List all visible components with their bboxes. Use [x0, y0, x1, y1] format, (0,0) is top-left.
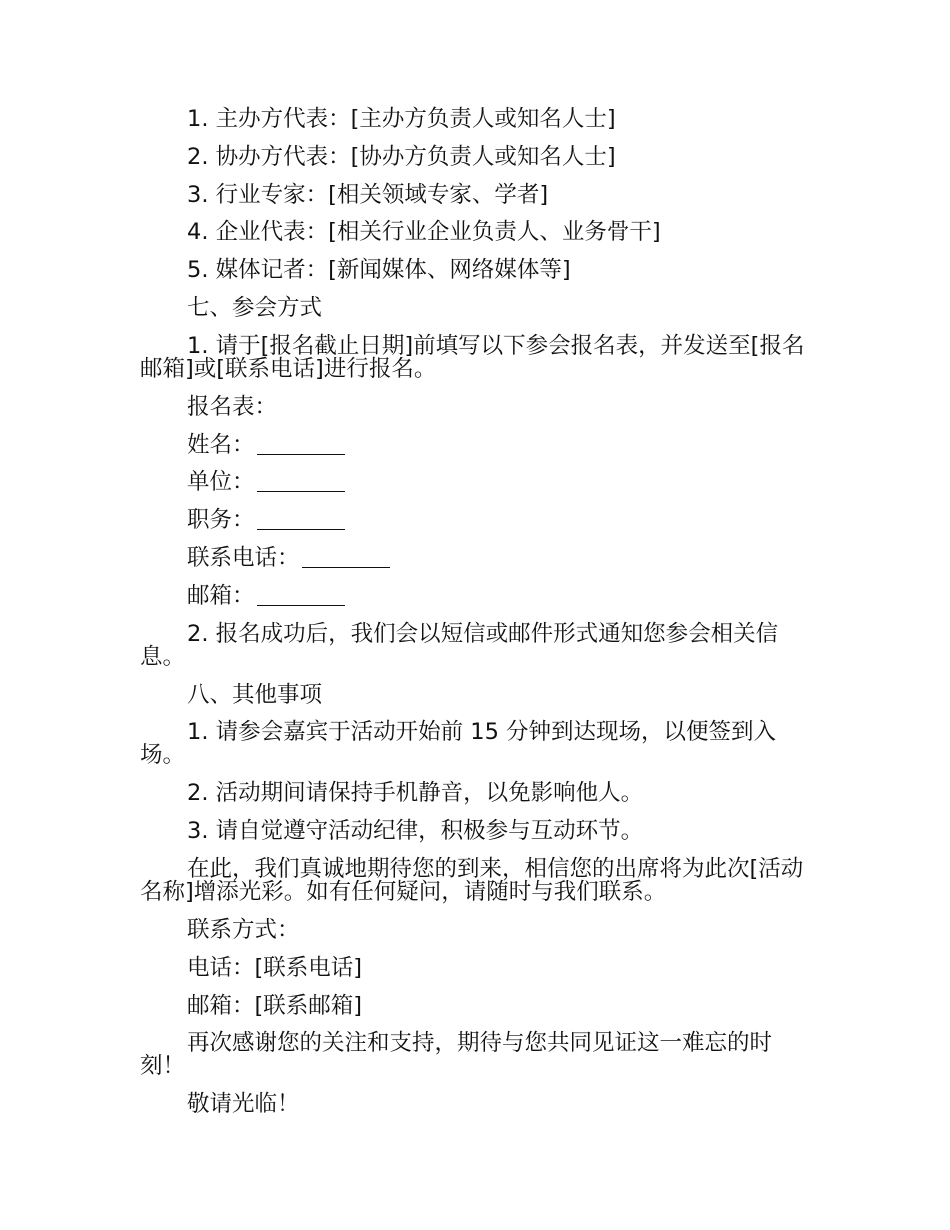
contact-phone: 电话：[联系电话] — [187, 954, 363, 981]
guest-item-media: 5. 媒体记者：[新闻媒体、网络媒体等] — [187, 257, 571, 284]
form-field-email — [140, 578, 815, 616]
form-field-name — [140, 427, 815, 465]
thanks-paragraph: 再次感谢您的关注和支持，期待与您共同见证这一难忘的时刻！ — [140, 1030, 773, 1080]
other-item-phone-silent: 2. 活动期间请保持手机静音，以免影响他人。 — [187, 780, 644, 807]
form-label-email: 邮箱： — [187, 582, 255, 609]
form-blank-name — [257, 432, 345, 455]
form-blank-email — [257, 583, 345, 606]
registration-instruction: 1. 请于[报名截止日期]前填写以下参会报名表，并发送至[报名邮箱]或[联系电话]进行报名。 — [140, 332, 805, 382]
guest-item-organizer: 1. 主办方代表：[主办方负责人或知名人士] — [187, 106, 616, 132]
section-heading-registration: 七、参会方式 — [187, 294, 323, 321]
contact-title: 联系方式： — [187, 916, 300, 943]
form-blank-title — [257, 507, 345, 530]
guest-item-experts: 3. 行业专家：[相关领域专家、学者] — [187, 181, 549, 208]
form-label-unit: 单位： — [187, 469, 255, 496]
other-item-arrival: 1. 请参会嘉宾于活动开始前 15 分钟到达现场，以便签到入场。 — [140, 719, 777, 769]
form-label-title: 职务： — [187, 507, 255, 534]
registration-notice: 2. 报名成功后，我们会以短信或邮件形式通知您参会相关信息。 — [140, 620, 779, 670]
invitation-line: 敬请光临！ — [187, 1091, 300, 1118]
form-blank-phone — [302, 545, 390, 568]
contact-email: 邮箱：[联系邮箱] — [187, 992, 363, 1019]
form-label-name: 姓名： — [187, 431, 255, 458]
other-item-discipline: 3. 请自觉遵守活动纪律，积极参与互动环节。 — [187, 818, 644, 845]
form-blank-unit — [257, 469, 345, 492]
document-body — [140, 101, 815, 1124]
section-heading-other: 八、其他事项 — [187, 681, 323, 708]
guest-item-enterprise: 4. 企业代表：[相关行业企业负责人、业务骨干] — [187, 219, 661, 246]
form-label-phone: 联系电话： — [187, 544, 300, 571]
closing-paragraph: 在此，我们真诚地期待您的到来，相信您的出席将为此次[活动名称]增添光彩。如有任何疑问，请随时与我们联系。 — [140, 855, 804, 905]
form-field-title — [140, 502, 815, 540]
form-title: 报名表： — [187, 393, 278, 420]
form-field-unit — [140, 464, 815, 502]
guest-item-co-organizer: 2. 协办方代表：[协办方负责人或知名人士] — [187, 143, 616, 170]
form-field-phone — [140, 540, 815, 578]
